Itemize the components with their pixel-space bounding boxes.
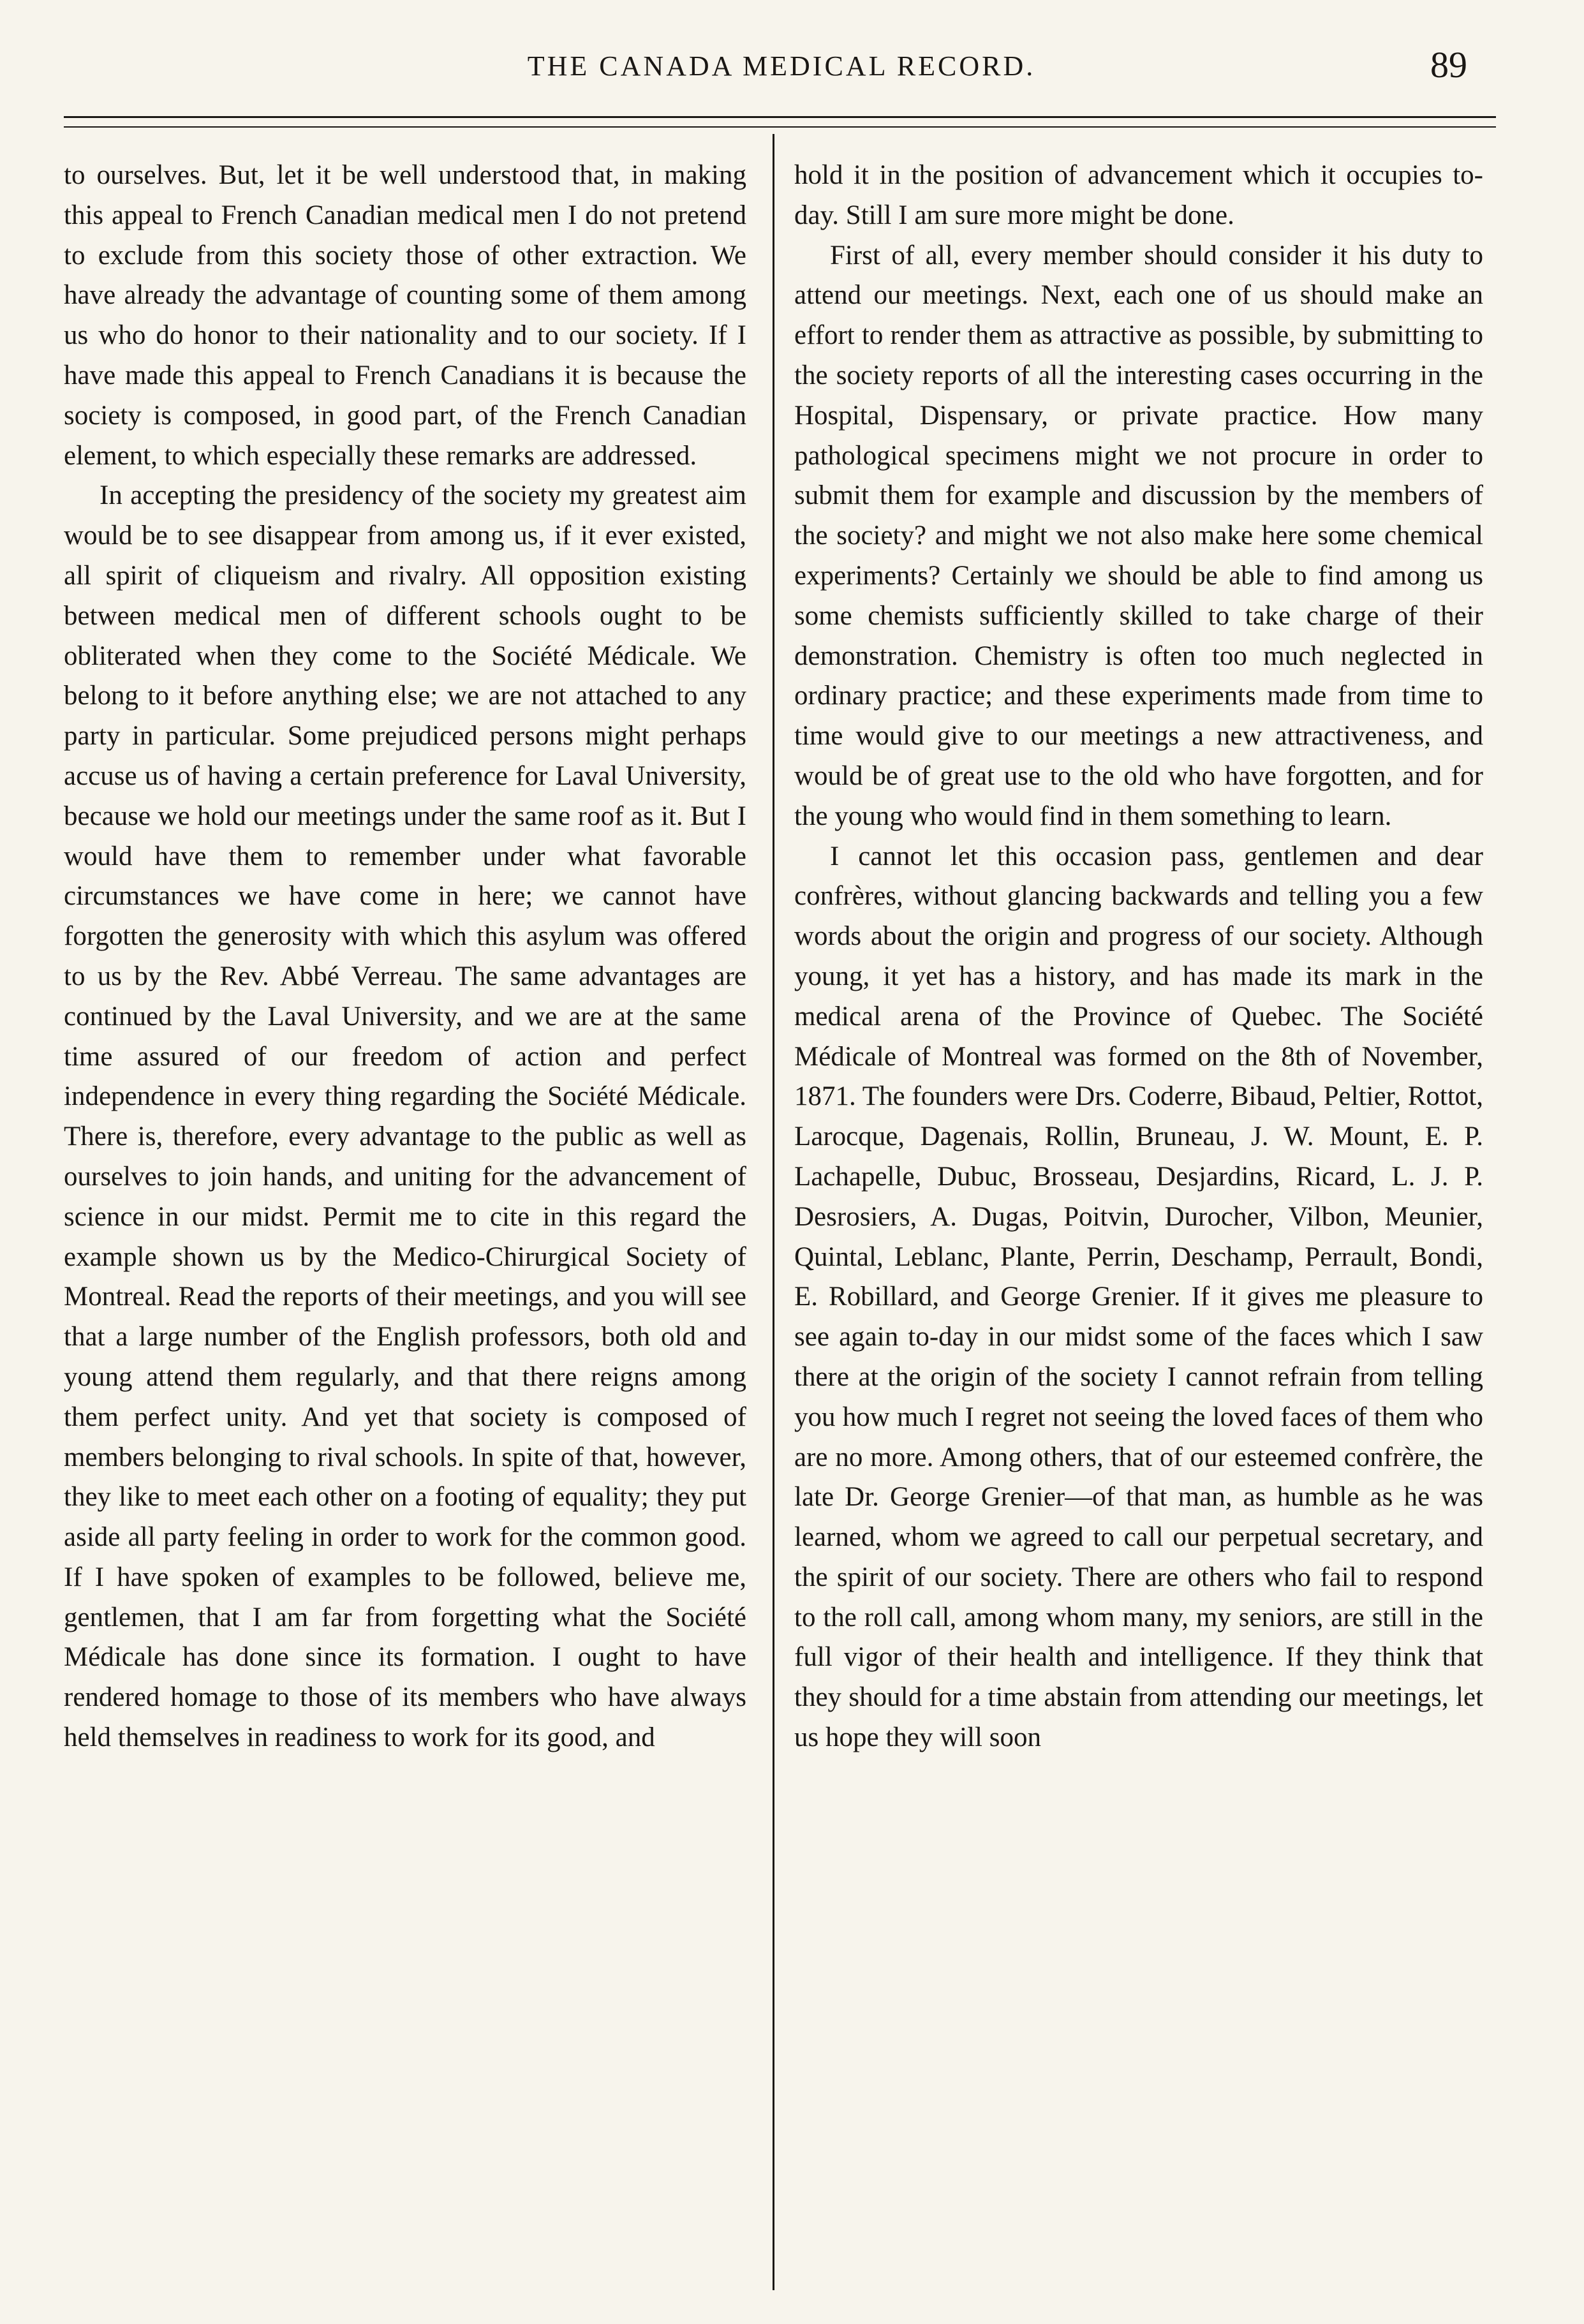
paragraph-left-2: In accepting the presidency of the society my greatest aim would be to see disappear from among us, if it ever existed, all spirit of cliqueism and rivalry. All opposition existing between medical men of different schools ought to be obliterated when they come to the Société Médicale. We belong to it before anything else; we are not attached to any party in particular. Some prejudiced persons might perhaps accuse us of having a certain preference for Laval University, because we hold our meetings under the same roof as it. But I would have them to remember under what favorable circumstances we have come in here; we cannot have forgotten the generosity with which this asylum was offered to us by the Rev. Abbé Verreau. The same advantages are continued by the Laval University, and we are at the same time assured of our freedom of action and perfect independence in every thing regarding the Société Médicale. There is, therefore, every advantage to the public as well as ourselves to join hands, and uniting for the advancement of science in our midst. Permit me to cite in this regard the example shown us by the Medico-Chirurgical Society of Montreal. Read the reports of their meetings, and you will see that a large number of the English professors, both old and young attend them regularly, and that there reigns among them perfect unity. And yet that society is composed of members belonging to rival schools. In spite of that, however, they like to meet each other on a footing of equality; they put aside all party feeling in order to work for the common good. If I have spoken of examples to be followed, believe me, gentlemen, that I am far from forgetting what the Société Médicale has done since its formation. I ought to have rendered homage to those of its members who have always held themselves in readiness to work for its good, and [64,480,746,1753]
paragraph-left-1: to ourselves. But, let it be well understood that, in making this appeal to French Canadian medical men I do not pretend to exclude from this society those of other extraction. We have already the advantage of counting some of them among us who do honor to their nationality and to our society. If I have made this appeal to French Canadians it is because the society is composed, in good part, of the French Canadian element, to which especially these remarks are addressed. [64,160,746,471]
paragraph-right-1: hold it in the position of advancement which it occupies to-day. Still I am sure more might be done. [794,160,1483,230]
running-header [77,43,1486,94]
paragraph-right-2: First of all, every member should consider it his duty to attend our meetings. Next, each one of us should make an effort to render them as attractive as possible, by submitting to the society reports of all the interesting cases occurring in the Hospital, Dispensary, or private practice. How many pathological specimens might we not procure in order to submit them for example and discussion by the members of the society? and might we not also make here some chemical experiments? Certainly we should be able to find among us some chemists sufficiently skilled to take charge of their demonstration. Chemistry is often too much neglected in ordinary practice; and these experiments made from time to time would give to our meetings a new attractiveness, and would be of great use to the old who have forgotten, and for the young who would find in them something to learn. [794,240,1483,831]
column-divider [773,134,774,2290]
header-rule-top [64,116,1496,118]
right-column [794,156,1483,1758]
paragraph-right-3: I cannot let this occasion pass, gentlemen and dear confrères, without glancing backwards and telling you a few words about the origin and progress of our society. Although young, it yet has a history, and has made its mark in the medical arena of the Province of Quebec. The Société Médicale of Montreal was formed on the 8th of November, 1871. The founders were Drs. Coderre, Bibaud, Peltier, Rottot, Larocque, Dagenais, Rollin, Bruneau, J. W. Mount, E. P. Lachapelle, Dubuc, Brosseau, Desjardins, Ricard, L. J. P. Desrosiers, A. Dugas, Poitvin, Durocher, Vilbon, Meunier, Quintal, Leblanc, Plante, Perrin, Deschamp, Perrault, Bondi, E. Robillard, and George Grenier. If it gives me pleasure to see again to-day in our midst some of the faces which I saw there at the origin of the society I cannot refrain from telling you how much I regret not seeing the loved faces of them who are no more. Among others, that of our esteemed confrère, the late Dr. George Grenier—of that man, as humble as he was learned, whom we agreed to call our perpetual secretary, and the spirit of our society. There are others who fail to respond to the roll call, among whom many, my seniors, are still in the full vigor of their health and intelligence. If they think that they should for a time abstain from attending our meetings, let us hope they will soon [794,841,1483,1753]
page-number: 89 [1430,44,1467,85]
left-column [64,156,746,1758]
journal-title: THE CANADA MEDICAL RECORD. [527,50,1036,82]
header-rule-bottom [64,126,1496,128]
